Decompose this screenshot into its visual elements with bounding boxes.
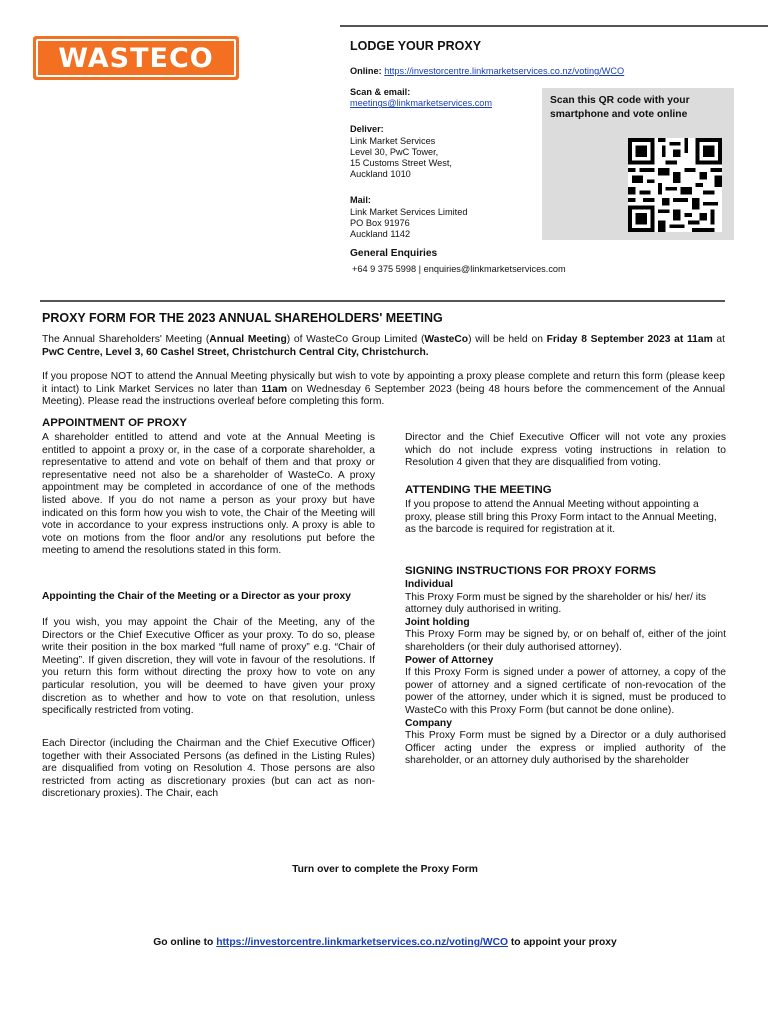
- wasteco-logo: [33, 36, 239, 80]
- deliver-line: 15 Customs Street West,: [350, 158, 452, 169]
- qr-code-icon[interactable]: [628, 138, 722, 232]
- notice-bold: 11am: [261, 383, 288, 395]
- scan-email-link[interactable]: meetings@linkmarketservices.com: [350, 98, 493, 109]
- chair-title: Appointing the Chair of the Meeting or a Director as your proxy: [42, 591, 351, 602]
- intro-text: The Annual Shareholders' Meeting (: [42, 334, 210, 345]
- go-online-link[interactable]: https://investorcentre.linkmarketservices.co.nz/voting/WCO: [216, 937, 509, 948]
- deliver-label: Deliver:: [350, 124, 384, 135]
- company-label: Company: [405, 717, 452, 729]
- enquiries-text: +64 9 375 5998 | enquiries@linkmarketservices.com: [352, 264, 566, 274]
- company-text: This Proxy Form must be signed by a Director or a duly authorised Officer acting under the express or implied authority of the shareholder, or an attorney duly authorised by the shareholder: [405, 730, 726, 767]
- mail-label: Mail:: [350, 195, 371, 206]
- director-text: Each Director (including the Chairman and the Chief Executive Officer) together with their Associated Persons (as defined in the Listing Rules) are disqualified from voting on Resolution 4. Those persons are also restricted from acting as discretionary proxies (but can act as non-discretionary proxies). The Chair, each: [42, 738, 375, 800]
- deliver-line: Link Market Services: [350, 135, 436, 146]
- appointment-text: A shareholder entitled to attend and vote at the Annual Meeting is entitled to appoint a proxy or, in the case of a corporate shareholder, a representative to attend and vote on behalf of them and that proxy or representative need not also be a shareholder of WasteCo. A proxy appointment may be completed in accordance of one of the methods listed above. If you do not name a person as your proxy but have indicated on this form how you wish to vote, the Chair of the Meeting will vote in accordance to your express instructions only. A proxy is able to vote on motions from the floor and/or any resolutions put before the meeting to amend the resolutions stated in this form.: [42, 432, 375, 557]
- mail-line: Link Market Services Limited: [350, 206, 468, 217]
- online-line: [350, 66, 624, 77]
- poa-text: If this Proxy Form is signed under a power of attorney, a copy of the power of attorney and a signed certificate of non-revocation of the power of the attorney, under which it is signed, must be produced to WasteCo with this Proxy Form (but cannot be done online).: [405, 667, 726, 716]
- poa-label: Power of Attorney: [405, 654, 494, 666]
- top-divider: [340, 25, 768, 27]
- go-online-suffix: to appoint your proxy: [508, 937, 617, 948]
- intro-bold: PwC Centre, Level 3, 60 Cashel Street, Christchurch Central City, Christchurch.: [42, 346, 429, 358]
- deliver-line: Level 30, PwC Tower,: [350, 146, 439, 157]
- intro-bold: WasteCo: [424, 334, 469, 345]
- logo-text: WASTECO: [58, 42, 214, 74]
- online-link[interactable]: https://investorcentre.linkmarketservices.co.nz/voting/WCO: [384, 66, 625, 76]
- section-divider: [40, 300, 725, 302]
- joint-label: Joint holding: [405, 616, 470, 628]
- turn-over-note: Turn over to complete the Proxy Form: [292, 864, 478, 875]
- intro-text: ) of WasteCo Group Limited (: [286, 334, 425, 345]
- individual-text: This Proxy Form must be signed by the shareholder or his/ her/ its attorney duly authorised in writing.: [405, 591, 707, 616]
- deliver-line: Auckland 1010: [350, 169, 411, 180]
- intro-text: at: [712, 334, 726, 345]
- form-title: PROXY FORM FOR THE 2023 ANNUAL SHAREHOLDERS' MEETING: [42, 311, 443, 325]
- notice-text: If you propose NOT to attend the Annual Meeting physically but wish to vote by appointing a proxy please complete and return this form (please keep it intact) to Link Market Services no later than: [42, 371, 725, 395]
- qr-instructions: Scan this QR code with your smartphone and vote online: [550, 95, 690, 120]
- director-cont-text: Director and the Chief Executive Officer will not vote any proxies which do not include express voting instructions in relation to Resolution 4 given that they are disqualified from voting.: [405, 432, 726, 469]
- intro-paragraph: [42, 334, 725, 359]
- lodge-details: [350, 87, 535, 240]
- scan-label: Scan & email:: [350, 87, 411, 97]
- signing-instructions: [405, 579, 726, 768]
- enquiries-label: General Enquiries: [350, 248, 438, 259]
- joint-text: This Proxy Form may be signed by, or on behalf of, either of the joint shareholders (or their duly authorised attorney).: [405, 629, 726, 653]
- intro-bold: Friday 8 September 2023 at 11am: [546, 334, 713, 345]
- notice-paragraph: [42, 371, 725, 409]
- lodge-title: LODGE YOUR PROXY: [350, 39, 482, 53]
- signing-title: SIGNING INSTRUCTIONS FOR PROXY FORMS: [405, 565, 657, 577]
- chair-text: If you wish, you may appoint the Chair of the Meeting, any of the Directors or the Chief Executive Officer as your proxy. To do so, please write their position in the box marked “full name of proxy” e.g. “Chair of Meeting”. If given discretion, they will vote in favour of the resolutions. If you return this form without directing the proxy how to vote on any particular resolution, you will be deemed to have given your proxy discretion as to whether and how to vote on that resolution, unless specifically restricted from voting.: [42, 617, 375, 717]
- intro-text: ) will be held on: [468, 334, 547, 345]
- qr-panel: [542, 88, 734, 240]
- attending-text: If you propose to attend the Annual Meeting without appointing a proxy, please still bring this Proxy Form intact to the Annual Meeting, as the barcode is required for registration at it.: [405, 499, 717, 536]
- notice-text: on Wednesday 6 September 2023 (being 48 hours before the commencement of the Annual Meeting). Please read the instructions overleaf before completing this form.: [42, 383, 726, 408]
- online-label: Online:: [350, 66, 382, 76]
- appointment-title: APPOINTMENT OF PROXY: [42, 417, 187, 429]
- mail-line: Auckland 1142: [350, 229, 411, 240]
- go-online-prefix: Go online to: [153, 937, 217, 948]
- go-online-line: [0, 937, 770, 948]
- individual-label: Individual: [405, 579, 454, 590]
- mail-line: PO Box 91976: [350, 217, 410, 228]
- intro-bold: Annual Meeting: [209, 334, 287, 345]
- attending-title: ATTENDING THE MEETING: [405, 484, 552, 496]
